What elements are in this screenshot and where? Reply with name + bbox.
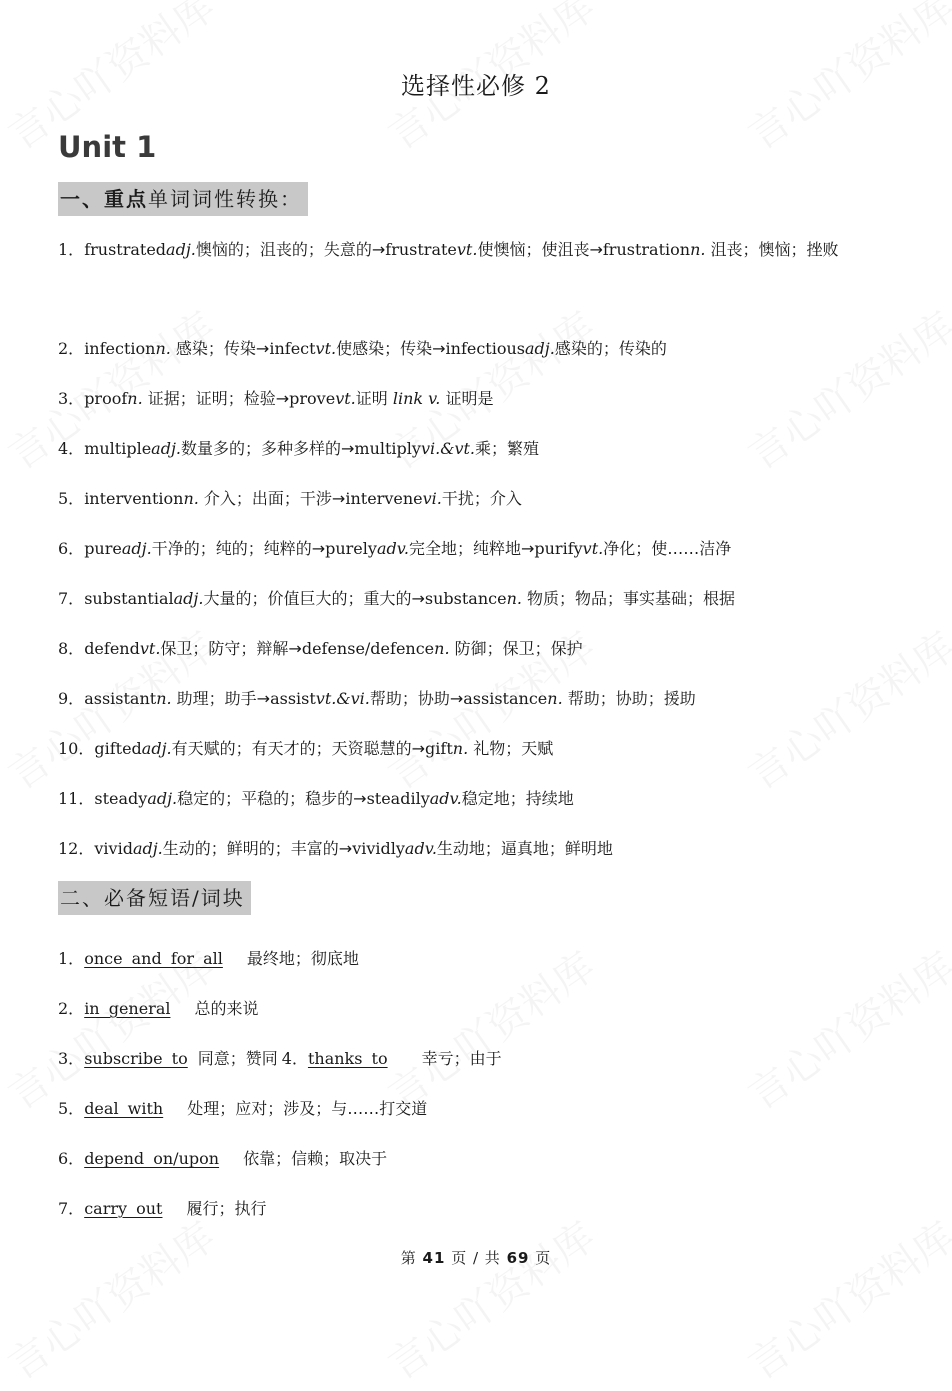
vocab-derived-word: assist bbox=[270, 689, 316, 708]
phrase-meaning: 同意；赞同 bbox=[197, 1049, 278, 1068]
phrase-number: 1． bbox=[58, 949, 85, 968]
phrase-meaning: 最终地；彻底地 bbox=[246, 949, 359, 968]
vocab-number: 10． bbox=[58, 739, 95, 758]
vocab-derived-meaning: 礼物；天赋 bbox=[468, 739, 554, 758]
vocab-word: assistant bbox=[84, 689, 157, 708]
vocab-derived-pos: vt. bbox=[315, 339, 337, 358]
vocab-word: defend bbox=[84, 639, 140, 658]
vocab-pos: adj. bbox=[173, 589, 204, 608]
vocab-entry bbox=[58, 337, 898, 361]
watermark bbox=[735, 1206, 952, 1390]
vocab-derived-pos: n. bbox=[434, 639, 450, 658]
vocab-meaning: 数量多的；多种多样的→ bbox=[180, 439, 355, 458]
phrase-number: 7． bbox=[58, 1199, 85, 1218]
vocab-derived-word: multiply bbox=[354, 439, 421, 458]
vocab-derived-pos-2: n. bbox=[547, 689, 563, 708]
watermark bbox=[375, 1206, 604, 1390]
vocab-derived-pos: vt. bbox=[335, 389, 356, 408]
vocab-pos: adj. bbox=[147, 789, 178, 808]
vocab-derived-word-2: purify bbox=[534, 539, 583, 558]
footer-suffix: 页 bbox=[535, 1249, 552, 1267]
footer-mid: 页 / 共 bbox=[451, 1249, 501, 1267]
vocab-pos: adj. bbox=[151, 439, 181, 458]
vocab-derived-pos: vi. bbox=[422, 489, 442, 508]
vocab-meaning: 干净的；纯的；纯粹的→ bbox=[151, 539, 326, 558]
phrase-number: 5． bbox=[58, 1099, 85, 1118]
vocab-derived-pos: n. bbox=[506, 589, 522, 608]
vocab-word: steady bbox=[94, 789, 148, 808]
phrase-entry bbox=[58, 1197, 898, 1221]
vocab-derived-meaning-2: 沮丧；懊恼；挫败 bbox=[705, 240, 839, 259]
vocab-entry bbox=[58, 837, 898, 861]
phrase-number: 2． bbox=[58, 999, 85, 1018]
page-footer bbox=[0, 1247, 952, 1268]
vocab-pos: n. bbox=[127, 389, 143, 408]
vocab-pos: adj. bbox=[132, 839, 163, 858]
phrase-number: 6． bbox=[58, 1149, 85, 1168]
section-heading-vocab bbox=[58, 182, 308, 216]
phrase-text: carry out bbox=[84, 1199, 163, 1218]
phrase-entry bbox=[58, 1047, 898, 1071]
vocab-derived-meaning-2: 感染的；传染的 bbox=[554, 339, 667, 358]
vocab-word: pure bbox=[84, 539, 122, 558]
vocab-word: substantial bbox=[84, 589, 174, 608]
watermark bbox=[0, 1206, 225, 1390]
vocab-derived-meaning: 使感染；传染→ bbox=[336, 339, 446, 358]
vocab-derived-pos: vi.&vt. bbox=[420, 439, 475, 458]
vocab-entry bbox=[58, 787, 898, 811]
vocab-derived-word: steadily bbox=[366, 789, 430, 808]
phrase-text: thanks to bbox=[307, 1049, 388, 1068]
vocab-number: 9． bbox=[58, 689, 85, 708]
phrase-text: deal with bbox=[84, 1099, 164, 1118]
vocab-meaning: 生动的；鲜明的；丰富的→ bbox=[162, 839, 353, 858]
page-title: 选择性必修 2 bbox=[401, 72, 551, 100]
section-heading-bold: 一、重点 bbox=[60, 187, 148, 211]
vocab-derived-word-2: assistance bbox=[463, 689, 548, 708]
vocab-meaning: 证据；证明；检验→ bbox=[142, 389, 290, 408]
footer-page-number: 41 bbox=[422, 1249, 446, 1267]
vocab-word: multiple bbox=[84, 439, 152, 458]
vocab-derived-pos-2: n. bbox=[690, 240, 706, 259]
vocab-derived-meaning: 干扰；介入 bbox=[441, 489, 522, 508]
vocab-entry bbox=[58, 437, 898, 461]
vocab-derived-word-2: frustration bbox=[602, 240, 691, 259]
phrase-meaning: 处理；应对；涉及；与……打交道 bbox=[187, 1099, 428, 1118]
vocab-number: 1． bbox=[58, 240, 85, 259]
vocab-derived-word: intervene bbox=[345, 489, 423, 508]
vocab-derived-meaning: 使懊恼；使沮丧→ bbox=[477, 240, 603, 259]
section-heading-rest: 单词词性转换： bbox=[148, 187, 302, 211]
vocab-derived-meaning-2: 证明是 bbox=[440, 389, 494, 408]
vocab-derived-pos: adv. bbox=[404, 839, 437, 858]
vocab-number: 6． bbox=[58, 539, 85, 558]
vocab-word: intervention bbox=[84, 489, 184, 508]
vocab-number: 7． bbox=[58, 589, 85, 608]
vocab-derived-word: prove bbox=[289, 389, 336, 408]
phrase-entry bbox=[58, 1147, 898, 1171]
vocab-derived-word: purely bbox=[325, 539, 377, 558]
vocab-number: 2． bbox=[58, 339, 85, 358]
phrase-meaning: 幸亏；由于 bbox=[421, 1049, 502, 1068]
vocab-entry bbox=[58, 587, 898, 611]
vocab-derived-word-2: infectious bbox=[445, 339, 525, 358]
vocab-derived-pos: adv. bbox=[376, 539, 409, 558]
vocab-derived-meaning: 生动地；逼真地；鲜明地 bbox=[436, 839, 613, 858]
phrase-entry bbox=[58, 1097, 898, 1121]
vocab-entry bbox=[58, 737, 898, 761]
vocab-pos: vt. bbox=[139, 639, 161, 658]
vocab-number: 5． bbox=[58, 489, 85, 508]
vocab-number: 4． bbox=[58, 439, 85, 458]
vocab-derived-pos-2: vt. bbox=[582, 539, 604, 558]
vocab-derived-word: substance bbox=[424, 589, 507, 608]
vocab-pos: adj. bbox=[141, 739, 172, 758]
phrase-text: depend on/upon bbox=[84, 1149, 220, 1168]
vocab-derived-meaning: 物质；物品；事实基础；根据 bbox=[521, 589, 736, 608]
vocab-derived-pos-2: adj. bbox=[525, 339, 555, 358]
vocab-number: 8． bbox=[58, 639, 85, 658]
vocab-word: infection bbox=[84, 339, 156, 358]
vocab-entry bbox=[58, 387, 898, 411]
unit-title: Unit 1 bbox=[58, 130, 157, 164]
vocab-derived-pos: vt. bbox=[456, 240, 478, 259]
vocab-derived-meaning-2: 净化；使……洁净 bbox=[603, 539, 732, 558]
vocab-pos: adj. bbox=[166, 240, 196, 259]
vocab-derived-word: infect bbox=[269, 339, 316, 358]
section-heading-phrases: 二、必备短语/词块 bbox=[58, 881, 251, 915]
vocab-entry bbox=[58, 687, 898, 711]
vocab-derived-pos-2: link v. bbox=[392, 389, 441, 408]
vocab-pos: adj. bbox=[121, 539, 152, 558]
vocab-meaning: 介入；出面；干涉→ bbox=[198, 489, 346, 508]
vocab-meaning: 懊恼的；沮丧的；失意的→ bbox=[195, 240, 386, 259]
vocab-number: 3． bbox=[58, 389, 85, 408]
vocab-meaning: 感染；传染→ bbox=[170, 339, 270, 358]
vocab-pos: n. bbox=[156, 689, 172, 708]
vocab-derived-meaning: 防御；保卫；保护 bbox=[449, 639, 583, 658]
vocab-derived-meaning: 证明 bbox=[355, 389, 393, 408]
vocab-number: 11． bbox=[58, 789, 95, 808]
vocab-meaning: 大量的；价值巨大的；重大的→ bbox=[203, 589, 425, 608]
vocab-entry bbox=[58, 637, 898, 661]
phrase-meaning: 履行；执行 bbox=[186, 1199, 267, 1218]
vocab-derived-meaning: 乘；繁殖 bbox=[475, 439, 540, 458]
footer-prefix: 第 bbox=[400, 1249, 417, 1267]
phrase-meaning: 依靠；信赖；取决于 bbox=[243, 1149, 388, 1168]
vocab-derived-meaning-2: 帮助；协助；援助 bbox=[562, 689, 696, 708]
vocab-derived-word: frustrate bbox=[385, 240, 457, 259]
vocab-derived-meaning: 完全地；纯粹地→ bbox=[408, 539, 535, 558]
vocab-pos: n. bbox=[183, 489, 199, 508]
vocab-derived-word: vividly bbox=[352, 839, 405, 858]
phrase-text: subscribe to bbox=[84, 1049, 188, 1068]
phrase-entry bbox=[58, 947, 898, 971]
phrase-meaning: 总的来说 bbox=[194, 999, 259, 1018]
phrase-number: 4． bbox=[281, 1049, 308, 1068]
vocab-derived-pos: adv. bbox=[429, 789, 462, 808]
vocab-derived-meaning: 帮助；协助→ bbox=[369, 689, 464, 708]
phrase-text: in general bbox=[84, 999, 171, 1018]
phrase-entry bbox=[58, 997, 898, 1021]
vocab-word: frustrated bbox=[84, 240, 167, 259]
vocab-meaning: 稳定的；平稳的；稳步的→ bbox=[177, 789, 367, 808]
footer-total-pages: 69 bbox=[506, 1249, 530, 1267]
vocab-derived-meaning: 稳定地；持续地 bbox=[461, 789, 574, 808]
vocab-derived-pos: n. bbox=[452, 739, 469, 758]
vocab-meaning: 有天赋的；有天才的；天资聪慧的→ bbox=[171, 739, 426, 758]
vocab-derived-word: defense/defence bbox=[301, 639, 435, 658]
vocab-word: vivid bbox=[94, 839, 133, 858]
vocab-number: 12． bbox=[58, 839, 95, 858]
phrase-text: once and for all bbox=[84, 949, 223, 968]
phrase-number: 3． bbox=[58, 1049, 85, 1068]
vocab-entry bbox=[58, 225, 898, 275]
vocab-derived-pos: vt.&vi. bbox=[315, 689, 370, 708]
vocab-meaning: 助理；助手→ bbox=[171, 689, 271, 708]
vocab-word: gifted bbox=[94, 739, 142, 758]
vocab-word: proof bbox=[84, 389, 128, 408]
vocab-pos: n. bbox=[155, 339, 171, 358]
vocab-derived-word: gift bbox=[425, 739, 453, 758]
vocab-entry bbox=[58, 487, 898, 511]
vocab-entry bbox=[58, 537, 898, 561]
vocab-meaning: 保卫；防守；辩解→ bbox=[160, 639, 302, 658]
